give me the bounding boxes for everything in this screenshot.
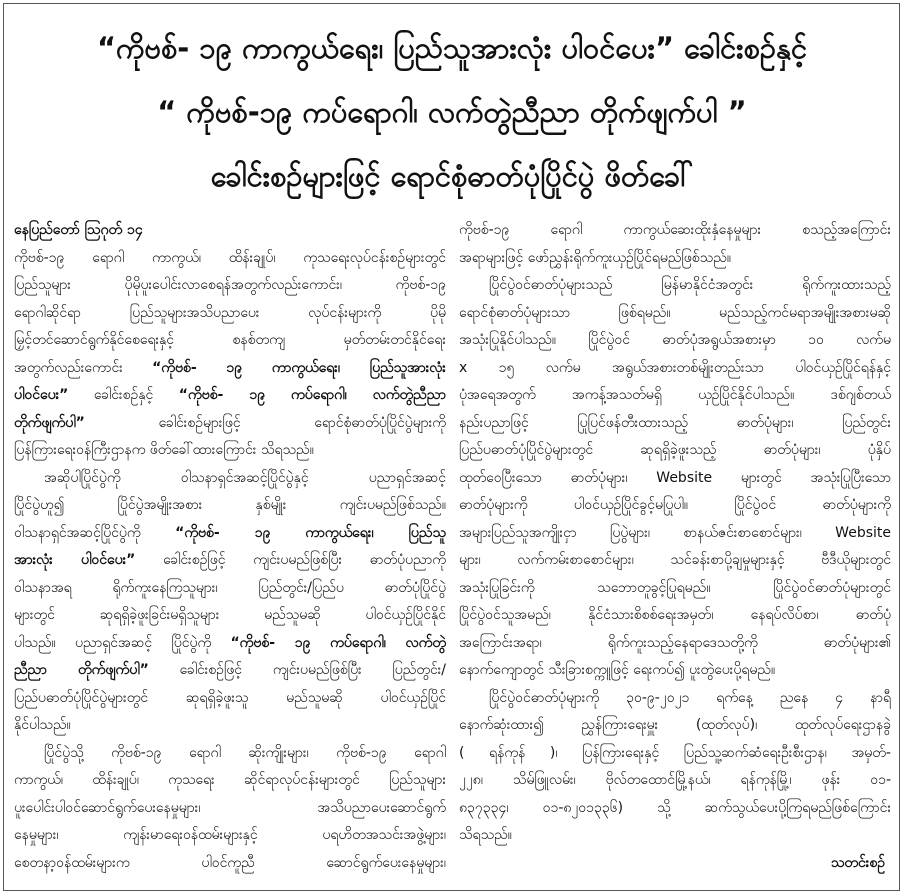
text-line: ဝါသနာအရ ရိုက်ကူးနေကြသူများ၊ ပြည်တွင်း/ပြည်ပ ဓာတ်ပုံပြိုင်ပွဲ bbox=[14, 579, 446, 596]
text-run: ပါသည်။ ပညာရှင်အဆင့် ပြိုင်ပွဲကို bbox=[14, 634, 231, 651]
text-run: ခေါင်းစဉ်ဖြင့် ကျင်းပမည်ဖြစ်ပြီး ပြည်တွင်း/ bbox=[148, 662, 446, 678]
article-frame bbox=[3, 3, 900, 891]
paragraph bbox=[14, 740, 446, 878]
text-line: ပြိုင်ပွဲဝင်ဓာတ်ပုံများသည် မြန်မာနိုင်ငံအတွင်း ရိုက်ကူးထားသည့် bbox=[489, 277, 891, 293]
right-column bbox=[459, 217, 891, 885]
text-line: ရောဂါဆိုင်ရာ ပြည်သူများအသိပညာပေး လုပ်ငန်းများကို ပိုမို bbox=[14, 304, 446, 321]
text-line: အကြောင်းအရာ၊ ရိုက်ကူးသည့်နေရာဒေသတို့ကို ဓာတ်ပုံများ၏ bbox=[459, 634, 891, 651]
text-run: ဝါသနာရှင်အဆင့်ပြိုင်ပွဲကို bbox=[14, 524, 176, 541]
text-line: မြှင့်တင်ဆောင်ရွက်နိုင်စေရေးနှင့် စနစ်တကျ မှတ်တမ်းတင်နိုင်ရေး bbox=[14, 332, 446, 348]
text-line: ပြိုင်ပွဲဝင်သူအမည်၊ နိုင်ငံသားစိစစ်ရေးအမှတ်၊ နေရပ်လိပ်စာ၊ ဓာတ်ပုံ bbox=[459, 607, 891, 623]
headline-line-3: ခေါင်းစဉ်များဖြင့် ရောင်စုံဓာတ်ပုံပြိုင်ပွဲ ဖိတ်ခေါ် bbox=[210, 159, 694, 193]
text-line: ပြန်ကြားရေးဝန်ကြီးဌာနက ဖိတ်ခေါ်ထားကြောင်း သိရသည်။ bbox=[14, 442, 314, 458]
text-line bbox=[14, 382, 446, 410]
text-line: အသုံးပြုနိုင်ပါသည်။ ပြိုင်ပွဲဝင် ဓာတ်ပုံအရွယ်အစားမှာ ၁၀ လက်မ bbox=[459, 332, 891, 348]
text-line: နည်းပညာဖြင့် ပြုပြင်ဖန်တီးထားသည့် ဓာတ်ပုံများ၊ ပြည်တွင်း bbox=[459, 414, 891, 431]
text-line: ပူးပေါင်းပါဝင်ဆောင်ရွက်ပေးနေမှုများ၊ အသိပညာပေးဆောင်ရွက် bbox=[14, 799, 446, 816]
paragraph bbox=[459, 272, 891, 685]
bold-phrase: “ကိုဗစ်- ၁၉ ကာကွယ်ရေး၊ ပြည်သူအားလုံး bbox=[152, 359, 446, 376]
text-line: ၈၃၇၃၃၄၊ ၀၁-၈၂၀၁၃၃၆) သို့ ဆက်သွယ်ပေးပို့ကြရမည်ဖြစ်ကြောင်း bbox=[459, 799, 891, 816]
text-line bbox=[14, 355, 446, 383]
text-line: အရာများဖြင့် ဖော်ညွှန်းရိုက်ကူးယှဉ်ပြိုင်ရမည်ဖြစ်သည်။ bbox=[459, 249, 731, 266]
text-line bbox=[14, 657, 446, 685]
bold-phrase: “ကိုဗစ်- ၁၉ ကပ်ရောဂါ၊ လက်တွဲ bbox=[230, 634, 446, 651]
text-line: ရောင်စုံဓာတ်ပုံများသာ ဖြစ်ရမည်။ မည်သည့်ကင်မရာအမျိုးအစားမဆို bbox=[459, 304, 891, 321]
text-run: အတွက်လည်းကောင်း bbox=[14, 359, 153, 376]
text-line: ( ရန်ကုန် )၊ ပြန်ကြားရေးနှင့် ပြည်သူ့ဆက်ဆံရေးဦးစီးဌာန၊ အမှတ်- bbox=[459, 744, 891, 761]
text-line: နောက်ကျောတွင် သီးခြားစက္ကူဖြင့် ရေးကပ်၍ ပူးတွဲပေးပို့ရမည်။ bbox=[459, 662, 776, 678]
byline-signature: သတင်းစဉ် bbox=[830, 854, 885, 871]
text-line: များတွင် ဆုရရှိခဲ့ဖူးခြင်းမရှိသူများ မည်သူမဆို ပါဝင်ယှဉ်ပြိုင်နိုင် bbox=[14, 607, 446, 623]
text-line: ကိုဗစ်-၁၉ ရောဂါ ကာကွယ်၊ ထိန်းချုပ်၊ ကုသရေးလုပ်ငန်းစဉ်များတွင် bbox=[14, 249, 446, 266]
dateline: နေပြည်တော် ဩဂုတ် ၁၄ bbox=[14, 222, 143, 238]
paragraph bbox=[459, 217, 891, 272]
text-line: အသုံးပြုခြင်းကို သဘောတူခွင့်ပြုရမည်။ ပြိုင်ပွဲဝင်ဓာတ်ပုံများတွင် bbox=[459, 579, 891, 596]
paragraph bbox=[14, 465, 446, 740]
headline-line-2: “ ကိုဗစ်-၁၉ ကပ်ရောဂါ၊ လက်တွဲညီညာ တိုက်ဖျက်ပါ ” bbox=[157, 95, 747, 129]
text-run: ခေါင်းစဉ်များဖြင့် ရောင်စုံဓာတ်ပုံပြိုင်ပွဲများကို bbox=[84, 414, 446, 431]
bold-phrase: အားလုံး ပါဝင်ပေး” bbox=[14, 552, 136, 568]
text-line: ပြည်သူများ ပိုမိုပူးပေါင်းလာစေရန်အတွက်လည်းကောင်း၊ ကိုဗစ်-၁၉ bbox=[14, 277, 446, 293]
text-line: ကာကွယ်၊ ထိန်းချုပ်၊ ကုသရေး ဆိုင်ရာလုပ်ငန်းများတွင် ပြည်သူများ bbox=[14, 772, 446, 788]
bold-phrase: “ကိုဗစ်- ၁၉ ကပ်ရောဂါ၊ လက်တွဲညီညာ bbox=[178, 387, 446, 403]
bold-phrase: “ကိုဗစ်- ၁၉ ကာကွယ်ရေး၊ ပြည်သူ bbox=[175, 524, 446, 541]
text-line: ကိုဗစ်-၁၉ ရောဂါ ကာကွယ်ဆေးထိုးနှံနေမှုများ စသည့်အကြောင်း bbox=[459, 222, 891, 238]
text-run: ခေါင်းစဉ်ဖြင့် ကျင်းပမည်ဖြစ်ပြီး ဓာတ်ပုံပညာကို bbox=[135, 552, 446, 568]
paragraph bbox=[459, 685, 891, 850]
text-line: ပြည်ပဓာတ်ပုံပြိုင်ပွဲများတွင် ဆုရရှိခဲ့ဖူးသူ မည်သူမဆို ပါဝင်ယှဉ်ပြိုင် bbox=[14, 689, 446, 706]
text-line: နောက်ဆုံးထား၍ ညွှန်ကြားရေးမှူး (ထုတ်လုပ်)၊ ထုတ်လုပ်ရေးဌာနခွဲ bbox=[459, 717, 891, 733]
text-line: နေမှုများ၊ ကျန်းမာရေးဝန်ထမ်းများနှင့် ပရဟိတအသင်းအဖွဲ့များ၊ bbox=[14, 827, 446, 843]
text-line bbox=[14, 547, 446, 575]
text-line: ပြိုင်ပွဲဟူ၍ ပြိုင်ပွဲအမျိုးအစား နှစ်မျိုး ကျင်းပမည်ဖြစ်သည်။ bbox=[14, 497, 446, 513]
text-line: ဓာတ်ပုံများကို ပါဝင်ယှဉ်ပြိုင်ခွင့်မပြုပါ။ ပြိုင်ပွဲဝင် ဓာတ်ပုံများကို bbox=[459, 497, 891, 513]
text-line: ပြိုင်ပွဲဝင်ဓာတ်ပုံများကို ၃၀-၉-၂၀၂၁ ရက်နေ့ ညနေ ၄ နာရီ bbox=[489, 689, 891, 706]
text-line bbox=[14, 410, 446, 438]
text-line: များ၊ လက်ကမ်းစာစောင်များ၊ သင်ခန်းစာပို့ချမှုများနှင့် ဗီဒီယိုများတွင် bbox=[459, 552, 891, 568]
text-line: အများပြည်သူအကျိုးငှာ ပြပွဲများ၊ စာနယ်ဇင်းစာစောင်များ၊ Website bbox=[459, 524, 891, 541]
text-line: နိုင်ပါသည်။ bbox=[14, 717, 71, 733]
headline-line-1: “ကိုဗစ်- ၁၉ ကာကွယ်ရေး၊ ပြည်သူအားလုံး ပါဝင်ပေး” ခေါင်းစဉ်နှင့် bbox=[96, 31, 808, 65]
headline bbox=[14, 16, 890, 208]
left-column bbox=[14, 217, 446, 885]
bold-phrase: ပါဝင်ပေး” bbox=[14, 387, 69, 403]
text-line: သိရသည်။ bbox=[459, 827, 512, 843]
text-line: စေတနာ့ဝန်ထမ်းများက ပါဝင်ကူညီ ဆောင်ရွက်ပေးနေမှုများ၊ bbox=[14, 854, 446, 871]
text-line: အဆိုပါပြိုင်ပွဲကို ဝါသနာရှင်အဆင့်ပြိုင်ပွဲနှင့် ပညာရှင်အဆင့် bbox=[44, 469, 446, 486]
text-line: x ၁၅ လက်မ အရွယ်အစားတစ်မျိုးတည်းသာ ပါဝင်ယှဉ်ပြိုင်ရန်နှင့် bbox=[459, 359, 891, 376]
paragraph bbox=[14, 245, 446, 465]
text-line bbox=[14, 520, 446, 548]
text-line: ထုတ်ဝေပြီးသော ဓာတ်ပုံများ၊ Website များတွင် အသုံးပြုပြီးသော bbox=[459, 469, 891, 486]
text-line: ၂၂၈၊ သိမ်ဖြူလမ်း၊ ဗိုလ်တထောင်မြို့နယ်၊ ရန်ကုန်မြို့၊ ဖုန်း ၀၁- bbox=[459, 772, 891, 788]
bold-phrase: ညီညာ တိုက်ဖျက်ပါ” bbox=[14, 662, 149, 678]
bold-phrase: တိုက်ဖျက်ပါ” bbox=[14, 414, 85, 431]
text-line: ပြိုင်ပွဲသို့ ကိုဗစ်-၁၉ ရောဂါ ဆိုးကျိုးများ၊ ကိုဗစ်-၁၉ ရောဂါ bbox=[44, 744, 446, 761]
text-run: ခေါင်းစဉ်နှင့် bbox=[68, 387, 179, 403]
text-line: ပုံအရေအတွက် အကန့်အသတ်မရှိ ယှဉ်ပြိုင်နိုင်ပါသည်။ ဒစ်ဂျစ်တယ် bbox=[459, 387, 891, 403]
text-line: ပြည်ပဓာတ်ပုံပြိုင်ပွဲများတွင် ဆုရရှိခဲ့ဖူးသည့် ဓာတ်ပုံများ၊ ပုံနှိပ် bbox=[459, 442, 891, 458]
text-line bbox=[14, 630, 446, 658]
